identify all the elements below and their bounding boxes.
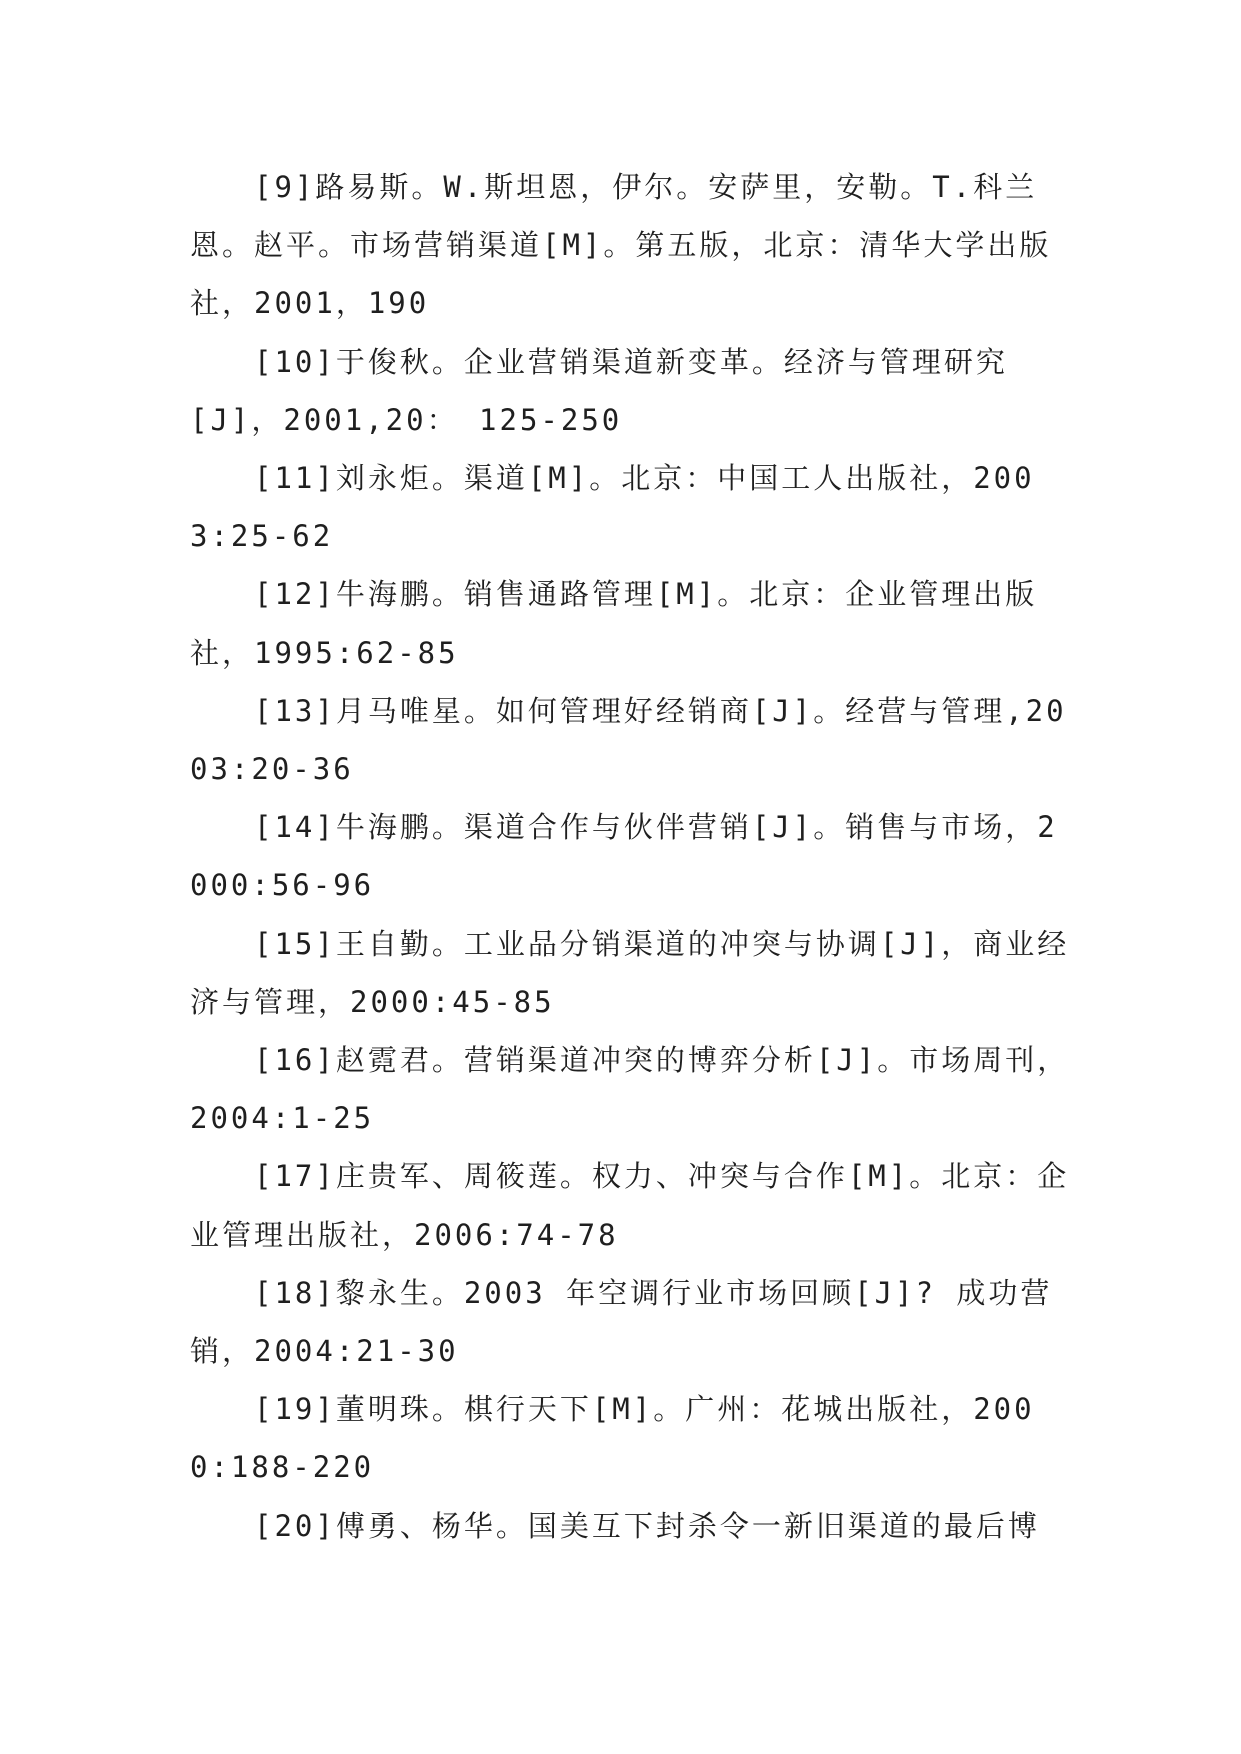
- reference-item: [20]傅勇、杨华。国美互下封杀令一新旧渠道的最后博: [254, 1508, 1040, 1543]
- reference-item: [12]牛海鹏。销售通路管理[M]。北京：企业管理出版社，1995:62-85: [190, 577, 1038, 670]
- reference-item: [19]董明珠。棋行天下[M]。广州：花城出版社，2000:188-220: [190, 1392, 1035, 1485]
- reference-item: [11]刘永炬。渠道[M]。北京：中国工人出版社，2003:25-62: [190, 461, 1035, 554]
- reference-item: [9]路易斯。W.斯坦恩，伊尔。安萨里，安勒。T.科兰恩。赵平。市场营销渠道[M]。第五版，北京：清华大学出版社，2001，190: [190, 170, 1052, 321]
- reference-item: [14]牛海鹏。渠道合作与伙伴营销[J]。销售与市场，2000:56-96: [190, 810, 1058, 903]
- reference-item: [15]王自勤。工业品分销渠道的冲突与协调[J]，商业经济与管理，2000:45-85: [190, 926, 1070, 1019]
- reference-item: [13]月马唯星。如何管理好经销商[J]。经营与管理,2003:20-36: [190, 693, 1067, 787]
- reference-item: [17]庄贵军、周筱莲。权力、冲突与合作[M]。北京：企业管理出版社，2006:74-78: [190, 1159, 1070, 1252]
- reference-item: [10]于俊秋。企业营销渠道新变革。经济与管理研究[J]，2001,20： 125-250: [190, 344, 1008, 437]
- reference-item: [16]赵霓君。营销渠道冲突的博弈分析[J]。市场周刊，2004:1-25: [190, 1043, 1070, 1136]
- reference-item: [18]黎永生。2003 年空调行业市场回顾[J]? 成功营销，2004:21-30: [190, 1275, 1053, 1369]
- reference-list: [190, 158, 1070, 1555]
